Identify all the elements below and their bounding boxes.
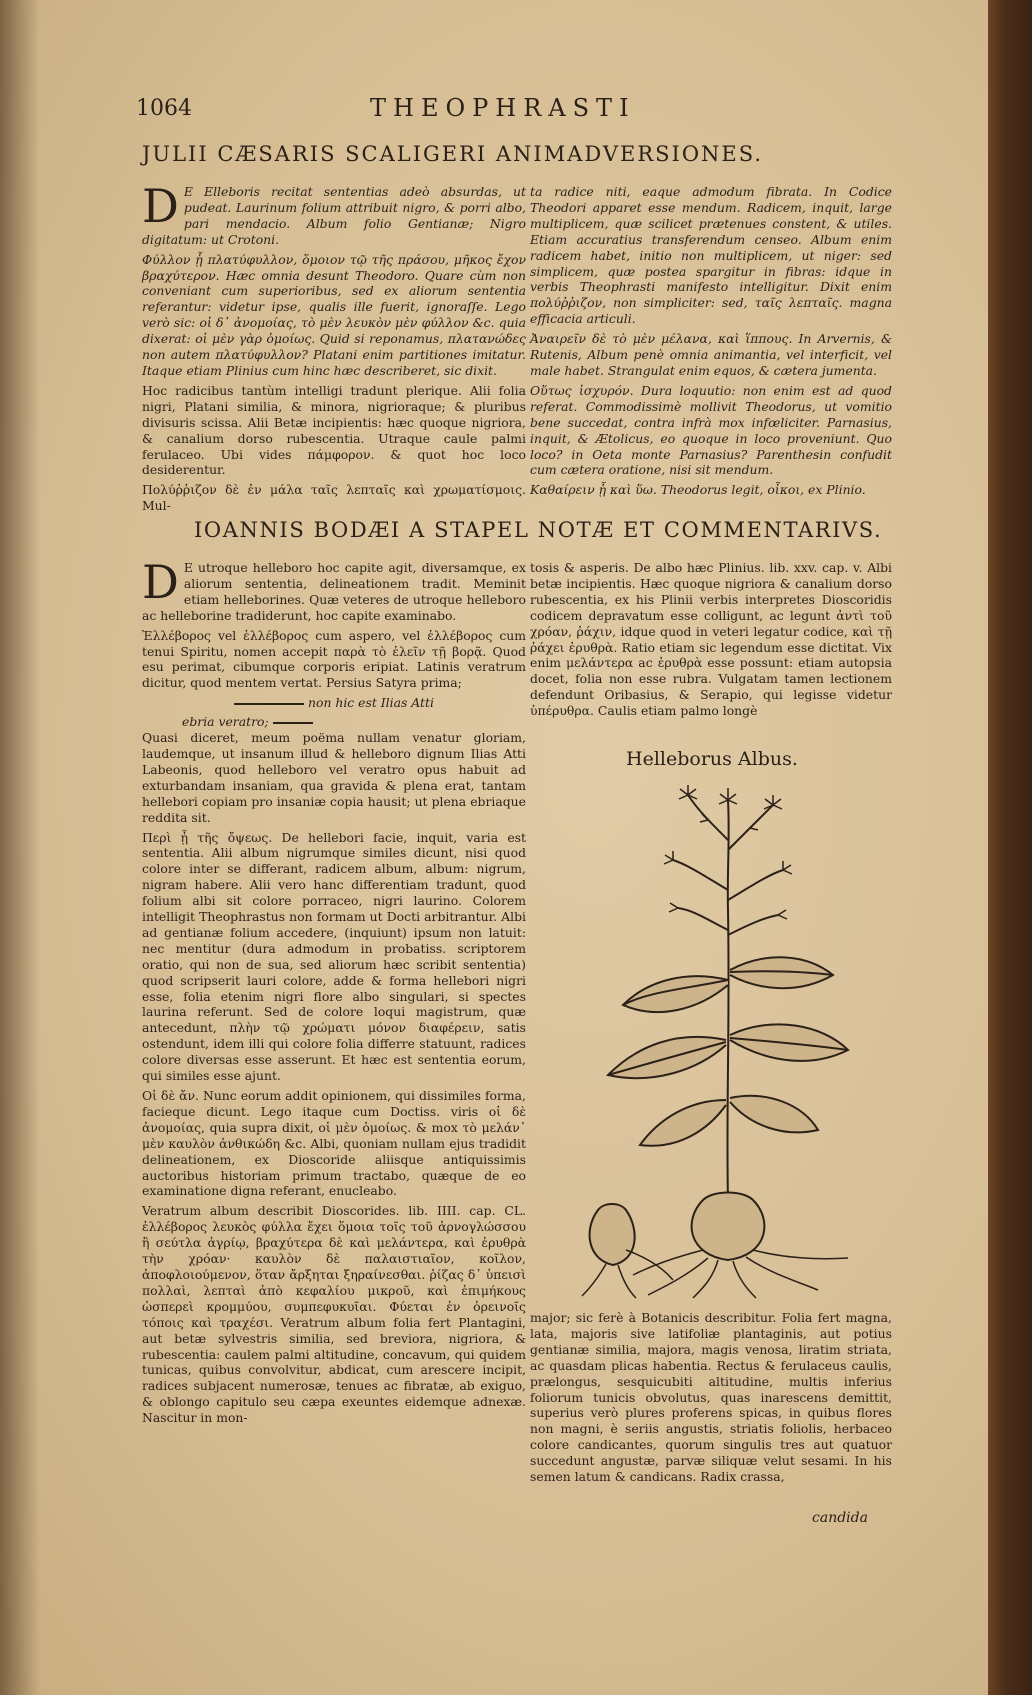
paragraph: Ἐλλέβορος vel ἑλλέβορος cum aspero, vel ἐλλέβορος cum tenui Spiritu, nomen accepit παρὰ τὸ ἐλεῖν τῇ βορᾷ. Quod esu perimat, cibumque corporis eripiat. Latinis veratrum dicitur, quod mentem vertat. Persius Satyra prima;	[142, 627, 526, 691]
verse-line	[182, 714, 526, 730]
paragraph: Οἱ δὲ ἄν. Nunc eorum addit opinionem, qui dissimiles forma, facieque dicunt. Lego itaque cum Doctiss. viris οἱ δὲ ἀνομοίας, quia supra dixit, οἱ μὲν ὁμοίως. & mox τὸ μελάν᾽ μὲν καυλὸν ἀνθικώδη &c. Albi, quoniam nullam ejus tradidit delineationem, ex Dioscoride aliisque antiquissimis auctoribus historiam primum tractabo, quæque de eo examinatione digna referant, enucleabo.	[142, 1088, 526, 1199]
paragraph: Quasi diceret, meum poëma nullam venatur gloriam, laudemque, ut insanum illud & helleboro dignum Ilias Atti Labeonis, quod helleboro vel veratro opus habuit ad exturbandam insaniam, qua gravida & plena erat, tantam hellebori copiam pro insaniæ copia hausit; ut plena ebriaque reddita sit.	[142, 730, 526, 825]
verse-line	[142, 695, 526, 711]
paragraph: Πολύῤῥιζον δὲ ἐν μάλα ταῖς λεπταῖς καὶ χρωματίσμοις. Mul-	[142, 482, 526, 514]
verse-rule	[273, 722, 313, 724]
commentary-left-column	[142, 555, 526, 1492]
verse-rule	[234, 703, 304, 705]
verse-text: non hic est Ilias Atti	[308, 695, 434, 711]
catchword: candida	[812, 1510, 868, 1526]
book-edge	[988, 0, 1032, 1695]
paragraph	[142, 555, 526, 624]
paragraph: Φύλλον ᾗ πλατύφυλλον, ὅμοιον τῷ τῆς πράσου, μῆκος ἔχον βραχύτερον. Hæc omnia desunt Theodoro. Quare cùm non conveniant cum superioribus, sed ex aliorum sententia referantur: videtur ipse, qualis ille fuerit, ignoraſſe. Lego verò sic: οἱ δ᾽ ἀνομοίας, τὸ μὲν λευκὸν μὲν φύλλον &c. quia dixerat: οἱ μὲν γὰρ ὁμοίως. Quid si reponamus, πλατανώδες non autem πλατύφυλλον? Platani enim partitiones imitatur. Itaque etiam Plinius cum hinc hæc describeret, sic dixit.	[142, 251, 526, 378]
paragraph: Veratrum album describit Dioscorides. lib. IIII. cap. CL. ἐλλέβορος λευκὸς φύλλα ἔχει ὅμοια τοῖς τοῦ ἀρνογλώσσου ἢ σεύτλα ἀγρίῳ, βραχύτερα δὲ καὶ μελάντερα, καὶ ἐρυθρὰ τὴν χρόαν· καυλὸν δὲ παλαιστιαῖον, κοῖλον, ἀποφλοιούμενον, ὅταν ἄρξηται ξηραίνεσθαι. ῥίζας δ᾽ ὑπεισὶ πολλαὶ, λεπταὶ ἀπὸ κεφαλίου μικροῦ, καὶ ἐπιμήκους ὡσπερεὶ κρομμύου, συμπεφυκυῖαι. Φύεται ἐν ὀρεινοῖς τόποις καὶ τραχέσι. Veratrum album folia fert Plantagini, aut betæ sylvestris similia, sed breviora, nigriora, & rubescentia: caulem palmi altitudine, concavum, qui quidem tunicas, quibus convolvitur, abdicat, cum arescere incipit, radices subjacent numerosæ, tenues ac fibratæ, ab exiguo, & oblongo capitulo seu cæpa exeuntes eidemque adnexæ. Nascitur in mon-	[142, 1203, 526, 1426]
paragraph	[142, 179, 526, 248]
running-head: THEOPHRASTI	[370, 94, 636, 122]
paragraph: Ἀναιρεῖν δὲ τὸ μὲν μέλανα, καὶ ἵππους. In Arvernis, & Rutenis, Album penè omnia animantia, vel interficit, vel male habet. Strangulat enim equos, & cætera jumenta.	[530, 331, 892, 378]
scaliger-left-column	[142, 179, 526, 514]
paragraph: major; sic ferè à Botanicis describitur. Folia fert magna, lata, majoris sive latifoliæ plantaginis, aut potius gentianæ similia, majora, magis venosa, liratim striata, ac quasdam plicas habentia. Rectus & ferulaceus caulis, prælongus, sesquicubiti altitudine, multis inferius foliorum tunicis obvolutus, quas inarescens demittit, superius verò plures proferens spicas, in quibus flores non magni, è seriis angustis, striatis foliolis, herbaceo colore candicantes, quorum singulis tres aut quatuor succedunt angustæ, parvæ siliquæ velut sesami. In his semen latum & candicans. Radix crassa,	[530, 1310, 892, 1485]
page-number: 1064	[136, 96, 192, 121]
figure-caption: Helleborus Albus.	[626, 748, 798, 770]
paragraph-text: E utroque helleboro hoc capite agit, diversamque, ex aliorum sententia, delineationem tradit. Meminit etiam helleborines. Quæ veteres de utroque helleboro ac helleborine tradiderunt, hoc capite examinabo.	[142, 560, 526, 623]
paragraph: Καθαίρειν ᾗ καὶ ὕω. Theodorus legit, οἶκοι, ex Plinio.	[530, 482, 866, 498]
paragraph: ta radice niti, eaque admodum fibrata. In Codice Theodori apparet esse mendum. Radicem, inquit, large multiplicem, quæ scilicet prætenues constent, & utiles. Etiam accuratius transferendum censeo. Album enim radicem habet, initio non multiplicem, ut niger: sed simplicem, quæ postea spargitur in fibras: idque in verbis Theophrasti manifesto intelligitur. Dixit enim πολύῤῥιζον, non simpliciter: sed, ταῖς λεπταῖς. magna efficacia articuli.	[530, 184, 892, 327]
paragraph: Οὕτως ἰσχυρόν. Dura loquutio: non enim est ad quod referat. Commodissimè mollivit Theodorus, ut vomitio bene succedat, contra infrà mox infœliciter. Parnasius, inquit, & Ætolicus, eo quoque in loco proveniunt. Quo loco? in Oeta monte Parnasius? Parenthesin confudit cum cætera oratione, nisi sit mendum.	[530, 382, 892, 478]
paragraph-text: E Elleboris recitat sententias adeò absurdas, ut pudeat. Laurinum folium attribuit nigro, & porri albo, pari mendacio. Album folio Gentianæ; Nigro digitatum: ut Crotoni.	[142, 184, 526, 247]
commentary-right-column-top	[530, 560, 892, 732]
section-title-bodaeus: IOANNIS BODÆI A STAPEL NOTÆ ET COMMENTARIVS.	[194, 518, 883, 542]
section-title-scaliger: JULII CÆSARIS SCALIGERI ANIMADVERSIONES.	[142, 142, 764, 166]
commentary-right-column-bottom	[530, 1310, 892, 1510]
verse-text: ebria veratro;	[182, 714, 269, 730]
drop-cap: D	[142, 555, 179, 609]
paragraph: Περὶ ᾗ τῆς ὄψεως. De hellebori facie, inquit, varia est sententia. Alii album nigrumque similes dicunt, nisi quod colore inter se differant, radicem album, album: nigrum, nigram habere. Alii vero hanc differentiam tradunt, quod folium albi sit colore porraceo, nigri laurino. Colorem intelligit Theophrastus non formam ut Docti arbitrantur. Albi ad gentianæ folium accedere, (inquiunt) ipsum non latuit: nec mentitur (dura admodum in probatiss. scriptorem oratio, qui non de sua, sed aliorum hæc scribit sententia) quod scripserit lauri colore, adde & forma hellebori nigri esse, folia etenim nigri flore albo singulari, si spectes laurina referunt. Sed de colore loqui magistrum, quæ antecedunt, πλὴν τῷ χρώματι μόνον διαφέρειν, satis ostendunt, idem illi qui colore folia differre statuunt, radices colore diversas esse asserunt. Et hæc est sententia eorum, qui similes esse ajunt.	[142, 829, 526, 1084]
paragraph: Hoc radicibus tantùm intelligi tradunt plerique. Alii folia nigri, Platani similia, & minora, nigrioraque; & pluribus divisuris scissa. Alii Betæ incipientis: hæc quoque nigriora, & canalium dorso rubescentia. Utraque caule palmi ferulaceo. Ubi vides πάμφορον. & quot hoc loco desiderentur.	[142, 382, 526, 478]
helleborus-woodcut-illustration	[578, 780, 878, 1300]
gutter-shadow	[0, 0, 40, 1695]
drop-cap: D	[142, 179, 179, 233]
scaliger-right-column	[530, 184, 892, 502]
paragraph: tosis & asperis. De albo hæc Plinius. lib. xxv. cap. v. Albi betæ incipientis. Hæc quoque nigriora & canalium dorso rubescentia, ex his Plinii verbis interpretes Dioscoridis codicem depravatum esse colligunt, ac legunt ἀντὶ τοῦ χρόαν, ῥάχιν, idque quod in veteri legatur codice, καὶ τῇ ῥάχει ἐρυθρὰ. Ratio etiam sic legendum esse dictitat. Vix enim μελάντερα ac ἐρυθρὰ esse possunt: etiam autopsia docet, folia non esse rubra. Vulgatam tamen lectionem defendunt Oribasius, & Serapio, qui legisse videtur ὑπέρυθρα. Caulis etiam palmo longè	[530, 560, 892, 719]
